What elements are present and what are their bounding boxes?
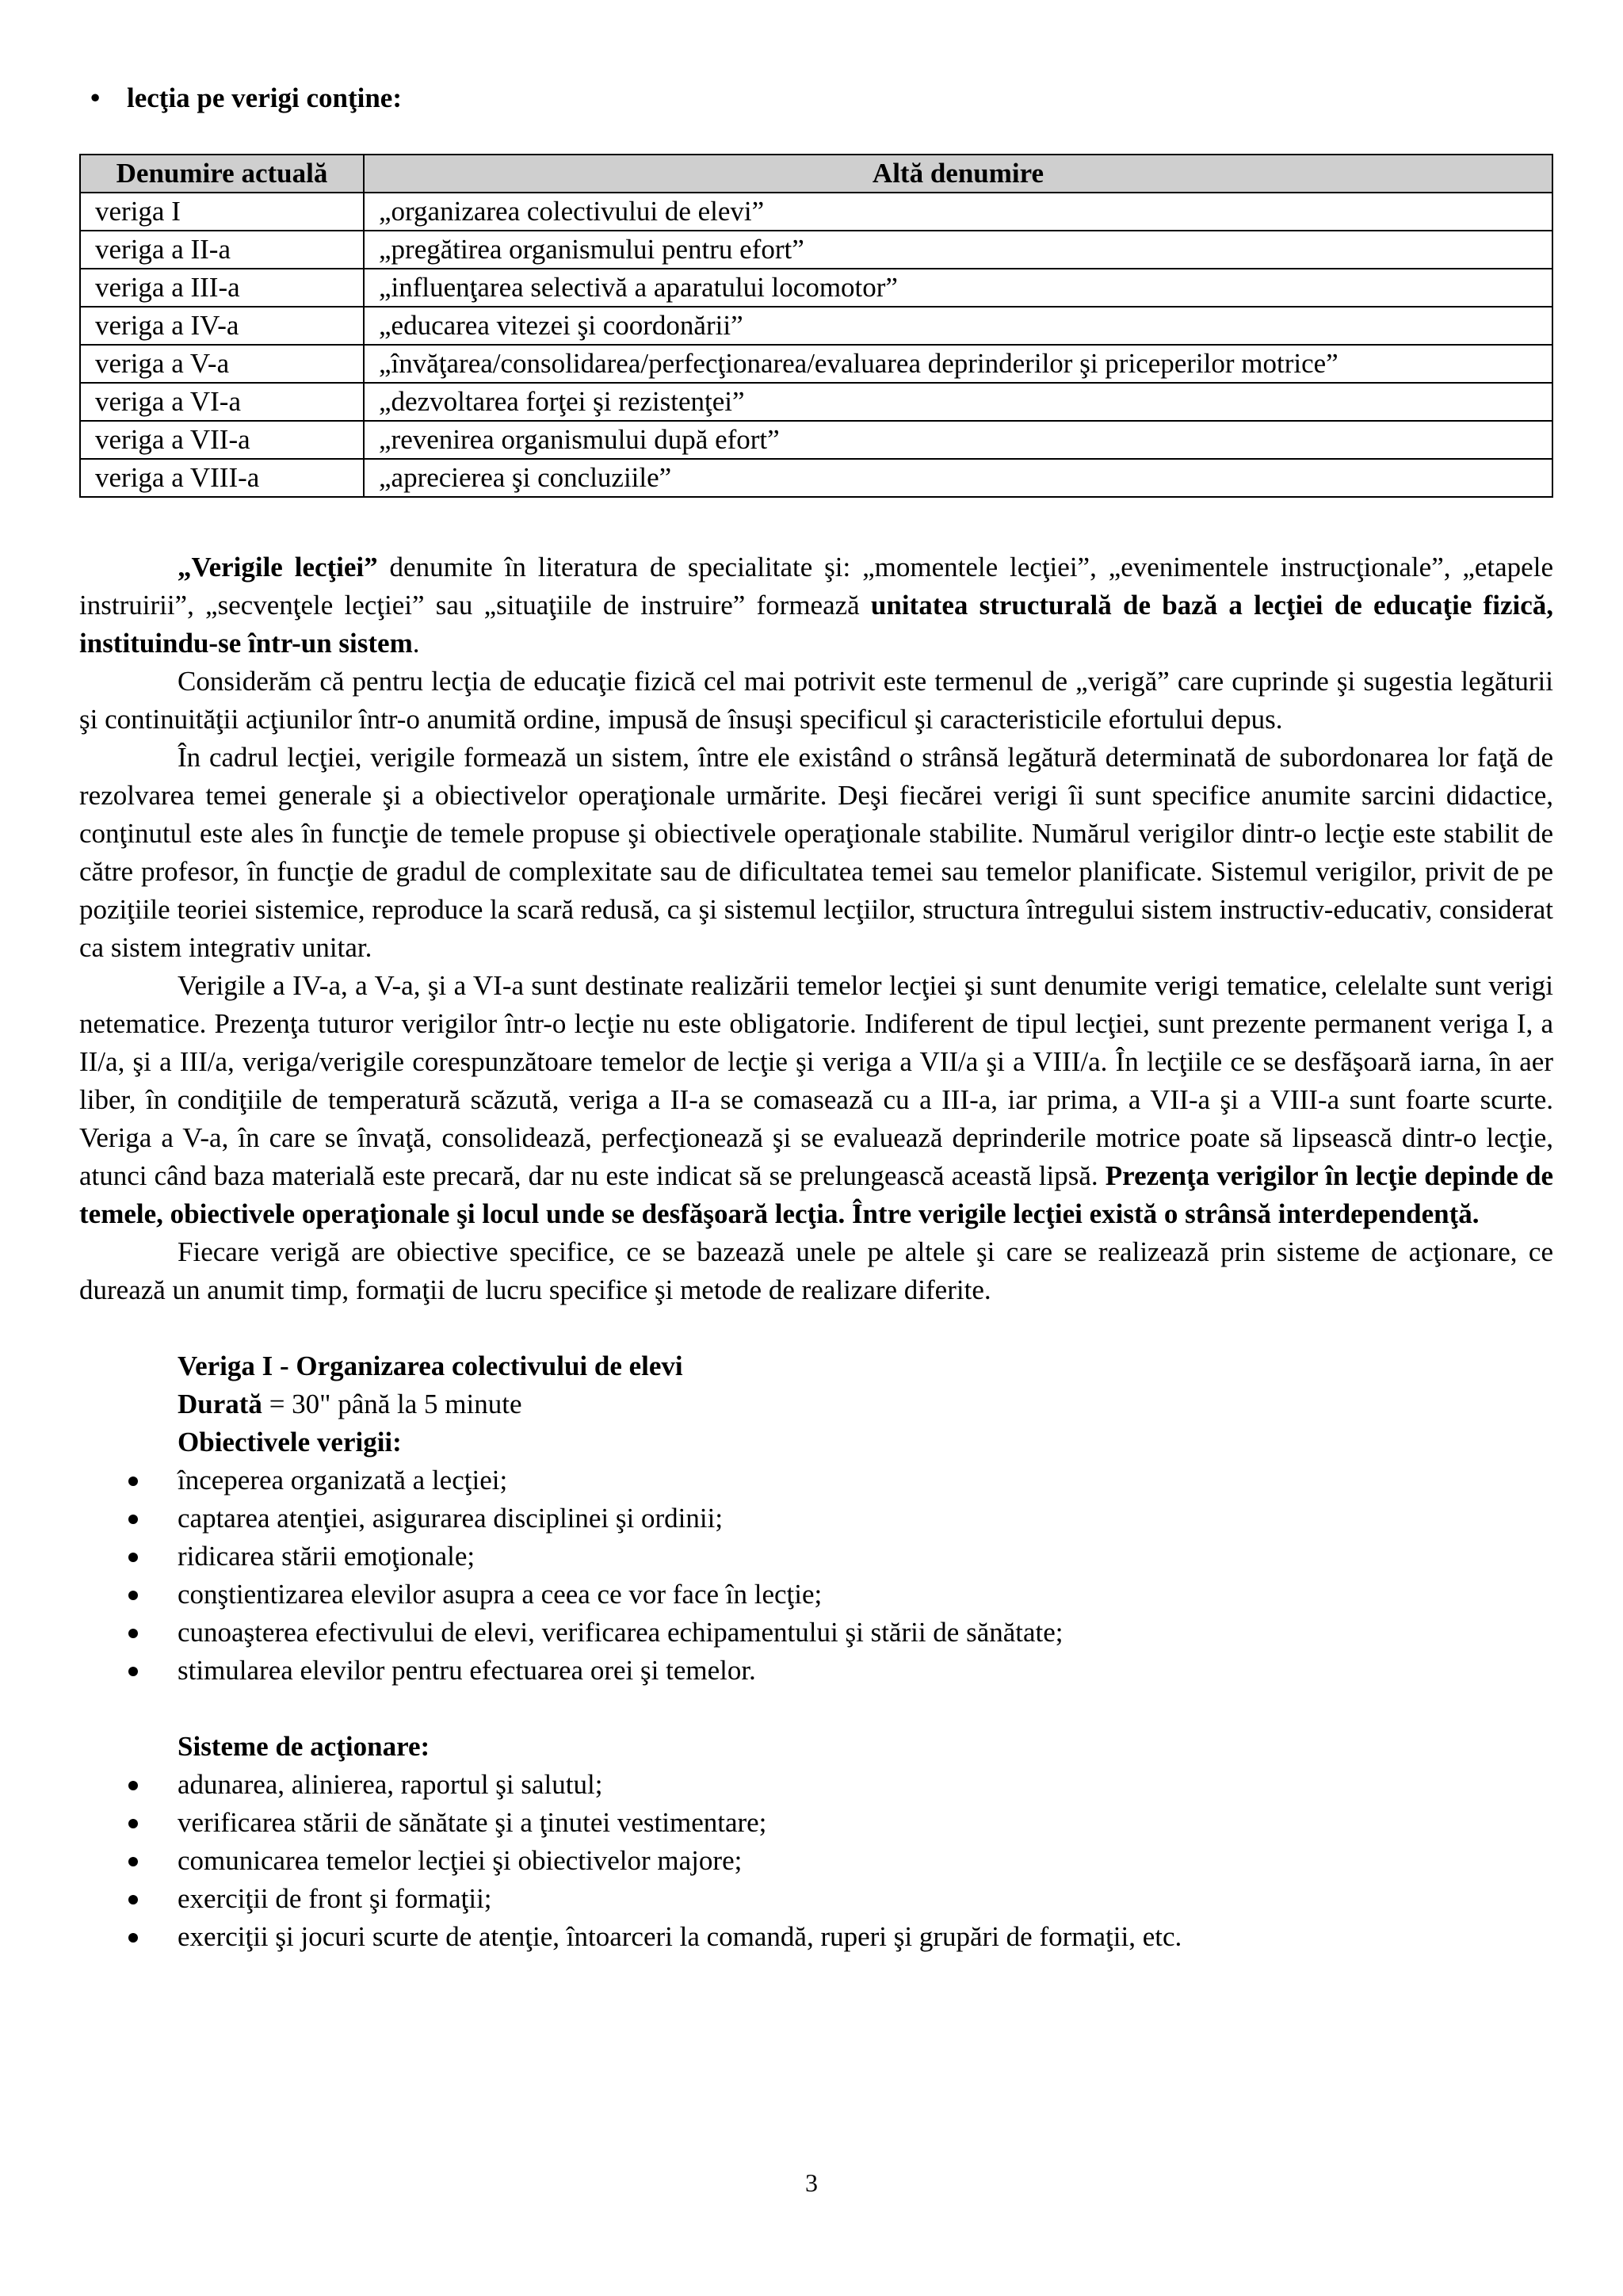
cell-current-name: veriga I <box>80 193 364 231</box>
cell-current-name: veriga a VIII-a <box>80 459 364 497</box>
list-item: captarea atenţiei, asigurarea disciplinei şi ordinii; <box>79 1499 1553 1538</box>
list-item: ridicarea stării emoţionale; <box>79 1538 1553 1576</box>
cell-current-name: veriga a II-a <box>80 231 364 269</box>
intro-bullet-text: lecţia pe verigi conţine: <box>127 82 402 113</box>
section-title: Veriga I - Organizarea colectivului de elevi <box>178 1350 683 1381</box>
paragraph-obiective-specifice: Fiecare verigă are obiective specifice, ce se bazează unele pe altele şi care se realizează prin sisteme de acţionare, ce durează un anumit timp, formaţii de lucru specifice şi metode de realizare diferite. <box>79 1236 1553 1305</box>
list-item: adunarea, alinierea, raportul şi salutul; <box>79 1766 1553 1804</box>
duration-value: = 30" până la 5 minute <box>262 1389 522 1419</box>
paragraph-bold-phrase: Prezenţa verigilor în lecţie depinde de temele, obiectivele operaţionale şi locul unde se desfăşoară lecţia. Între verigile lecţiei există o strânsă interdependenţă. <box>79 1160 1554 1229</box>
spacer <box>79 1309 1553 1347</box>
spacer <box>79 1690 1553 1728</box>
list-item: cunoaşterea efectivului de elevi, verificarea echipamentului şi stării de sănătate; <box>79 1614 1553 1652</box>
intro-bullet <box>90 79 402 117</box>
table-row <box>80 231 1552 269</box>
cell-current-name: veriga a VI-a <box>80 383 364 421</box>
objectives-list <box>79 1461 1553 1690</box>
cell-current-name: veriga a V-a <box>80 345 364 383</box>
table-row <box>80 307 1552 345</box>
table-row <box>80 383 1552 421</box>
paragraph-bold-term: „Verigile lecţiei” <box>178 552 378 583</box>
cell-other-name: „dezvoltarea forţei şi rezistenţei” <box>364 383 1552 421</box>
cell-current-name: veriga a III-a <box>80 269 364 307</box>
list-item: stimularea elevilor pentru efectuarea orei şi temelor. <box>79 1652 1553 1690</box>
paragraph-tail: . <box>412 628 420 659</box>
cell-other-name: „influenţarea selectivă a aparatului locomotor” <box>364 269 1552 307</box>
paragraph-verigile <box>79 548 1553 663</box>
body-text <box>79 548 1553 1956</box>
paragraph-sistem: În cadrul lecţiei, verigile formează un sistem, între ele existând o strânsă legătură determinată de subordonarea lor faţă de rezolvarea temei generale şi a obiectivelor operaţionale urmărite. Deşi fiecărei verigi îi sunt specifice anumite sarcini didactice, conţinutul este ales în funcţie de temele propuse şi obiectivele operaţionale stabilite. Numărul verigilor dintr-o lecţie este stabilit de către profesor, în funcţie de gradul de complexitate sau de dificultatea temei sau temelor planificate. Sistemul verigilor, privit de pe poziţiile teoriei sistemice, reproduce la scară redusă, ca şi sistemul lecţiilor, structura întregului sistem instructiv-educativ, considerat ca sistem integrativ unitar. <box>79 742 1553 963</box>
list-item: începerea organizată a lecţiei; <box>79 1461 1553 1499</box>
paragraph-text: Verigile a IV-a, a V-a, şi a VI-a sunt destinate realizării temelor lecţiei şi sunt denumite verigi tematice, celelalte sunt verigi netematice. Prezenţa tuturor verigilor într-o lecţie nu este obligatorie. Indiferent de tipul lecţiei, sunt prezente permanent veriga I, a II/a, şi a III/a, veriga/verigile corespunzătoare temelor de lecţie şi veriga a VII/a şi a VIII/a. În lecţiile ce se desfăşoară iarna, în aer liber, în condiţiile de temperatură scăzută, veriga a II-a se comasează cu a III-a, iar prima, a VII-a şi a VIII-a sunt foarte scurte. Veriga a V-a, în care se învaţă, consolidează, perfecţionează şi se evaluează deprinderile motrice poate să lipsească dintr-o lecţie, atunci când baza materială este precară, dar nu este indicat să se prelungească această lipsă. <box>79 970 1553 1191</box>
cell-other-name: „revenirea organismului după efort” <box>364 421 1552 459</box>
systems-list <box>79 1766 1553 1956</box>
table-row <box>80 459 1552 497</box>
cell-other-name: „organizarea colectivului de elevi” <box>364 193 1552 231</box>
paragraph-text: denumite în literatura de specialitate şi: „momentele lecţiei”, „evenimentele instrucţionale”, „etapele instruirii”, „secvenţele lecţiei” sau „situaţiile de instruire” formează <box>79 552 1553 621</box>
cell-other-name: „educarea vitezei şi coordonării” <box>364 307 1552 345</box>
list-item: conştientizarea elevilor asupra a ceea ce vor face în lecţie; <box>79 1576 1553 1614</box>
list-item: exerciţii de front şi formaţii; <box>79 1880 1553 1918</box>
table-row <box>80 345 1552 383</box>
duration-label: Durată <box>178 1389 262 1419</box>
systems-title: Sisteme de acţionare: <box>178 1731 430 1762</box>
header-other-name: Altă denumire <box>364 155 1552 193</box>
list-item: verificarea stării de sănătate şi a ţinutei vestimentare; <box>79 1804 1553 1842</box>
paragraph-verigi-tematice <box>79 967 1553 1233</box>
cell-other-name: „pregătirea organismului pentru efort” <box>364 231 1552 269</box>
verigi-table <box>79 154 1553 498</box>
table-header-row <box>80 155 1552 193</box>
table-row <box>80 421 1552 459</box>
list-item: comunicarea temelor lecţiei şi obiectivelor majore; <box>79 1842 1553 1880</box>
header-current-name: Denumire actuală <box>80 155 364 193</box>
cell-other-name: „învăţarea/consolidarea/perfecţionarea/evaluarea deprinderilor şi priceperilor motrice” <box>364 345 1552 383</box>
page-number: 3 <box>805 2168 818 2197</box>
bullet-icon: • <box>90 82 101 113</box>
table-row <box>80 269 1552 307</box>
cell-current-name: veriga a VII-a <box>80 421 364 459</box>
cell-other-name: „aprecierea şi concluziile” <box>364 459 1552 497</box>
paragraph-termen-veriga: Considerăm că pentru lecţia de educaţie fizică cel mai potrivit este termenul de „verigă” care cuprinde şi sugestia legăturii şi continuităţii acţiunilor într-o anumită ordine, impusă de însuşi specificul şi caracteristicile efortului depus. <box>79 666 1553 735</box>
duration-line <box>79 1385 1553 1423</box>
cell-current-name: veriga a IV-a <box>80 307 364 345</box>
objectives-title: Obiectivele verigii: <box>178 1427 402 1457</box>
list-item: exerciţii şi jocuri scurte de atenţie, întoarceri la comandă, ruperi şi grupări de formaţii, etc. <box>79 1918 1553 1956</box>
paragraph-bold-phrase: unitatea structurală de bază a lecţiei de educaţie fizică, instituindu-se într-un sistem <box>79 590 1553 659</box>
table-row <box>80 193 1552 231</box>
